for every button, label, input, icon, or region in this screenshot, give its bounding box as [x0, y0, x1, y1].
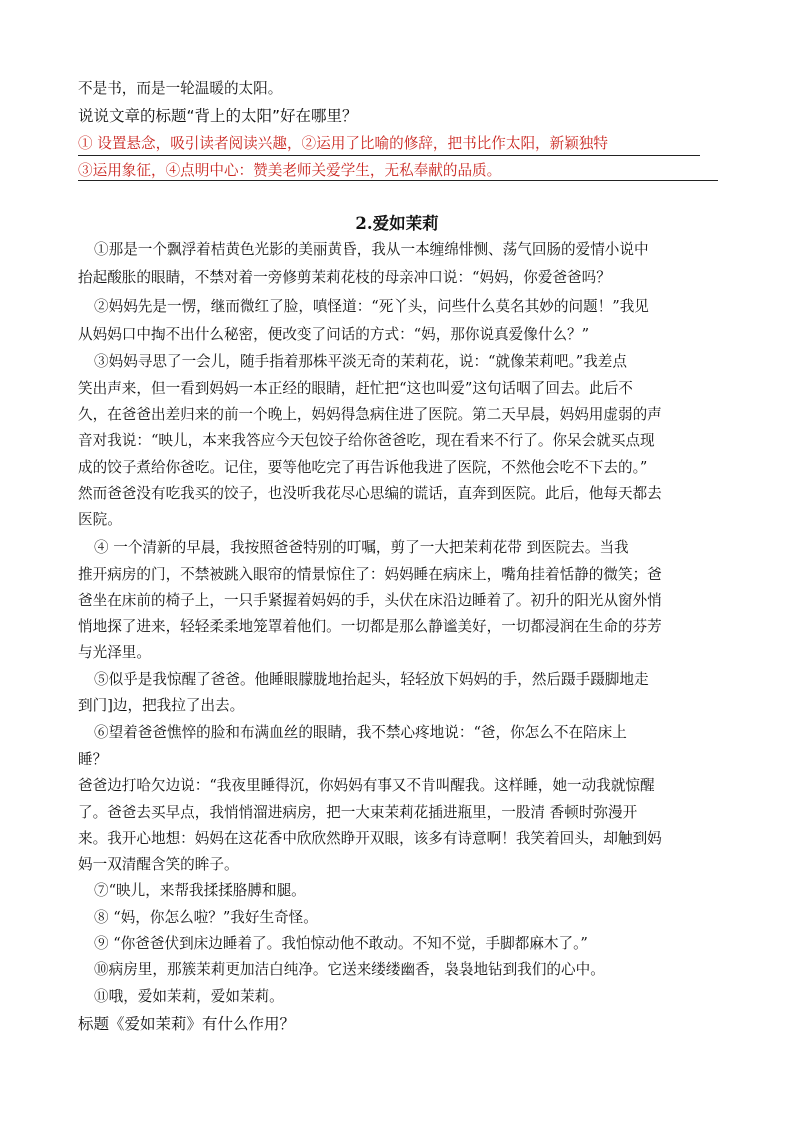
- article-line: 成的饺子煮给你爸吃。记住，要等他吃完了再告诉他我进了医院，不然他会吃不下去的。”: [78, 459, 648, 476]
- article-line: 久，在爸爸出差归来的前一个晚上，妈妈得急病住进了医院。第二天早晨，妈妈用虚弱的声: [78, 406, 662, 423]
- article-line: 笑出声来，但一看到妈妈一本正经的眼睛，赶忙把“这也叫爱”这句话咽了回去。此后不: [78, 380, 633, 397]
- article-line: 与光泽里。: [78, 644, 151, 661]
- article-line: 悄地探了进来，轻轻柔柔地笼罩着他们。一切都是那么静谧美好，一切都浸润在生命的芬芳: [78, 618, 662, 635]
- answer-line-1: ① 设置悬念，吸引读者阅读兴趣，②运用了比喻的修辞，把书比作太阳，新颖独特: [78, 135, 609, 152]
- article-line: ④ 一个清新的早晨，我按照爸爸特别的叮嘱，剪了一大把茉莉花带 到医院去。当我: [94, 539, 629, 556]
- article-line: 妈一双清醒含笑的眸子。: [78, 856, 239, 873]
- article-line: ⑨ “你爸爸伏到床边睡着了。我怕惊动他不敢动。不知不觉，手脚都麻木了。”: [94, 935, 588, 952]
- article-line: ⑩病房里，那簇茉莉更加洁白纯净。它送来缕缕幽香，袅袅地钻到我们的心中。: [94, 961, 605, 978]
- article-line: ⑪哦，爱如茉莉，爱如茉莉。: [94, 988, 284, 1005]
- answer-underline-2: [78, 180, 718, 181]
- article-line: ⑦“映儿，来帮我揉揉胳膊和腿。: [94, 882, 306, 899]
- article-line: ③妈妈寻思了一会儿，随手指着那株平淡无奇的茉莉花，说：“就像茉莉吧。”我差点: [94, 353, 627, 370]
- answer-underline-1: [78, 155, 700, 156]
- article-title: 2.爱如茉莉: [355, 214, 439, 233]
- article-line: 到门]边，把我拉了出去。: [78, 697, 245, 714]
- article-line: 了。爸爸去买早点，我悄悄溜进病房，把一大束茉莉花插进瓶里，一股清 香顿时弥漫开: [78, 804, 638, 821]
- article-line: ②妈妈先是一愣，继而微红了脸，嗔怪道：“死丫头，问些什么莫名其妙的问题！”我见: [94, 298, 649, 315]
- article-line: ⑤似乎是我惊醒了爸爸。他睡眼朦胧地抬起头，轻轻放下妈妈的手，然后蹑手蹑脚地走: [94, 671, 649, 688]
- article-line: ⑥望着爸爸憔悴的脸和布满血丝的眼睛，我不禁心疼地说：“爸，你怎么不在陪床上: [94, 724, 627, 741]
- article-line: 爸爸边打哈欠边说：“我夜里睡得沉，你妈妈有事又不肯叫醒我。这样睡，她一动我就惊醒: [78, 777, 655, 794]
- article-line: 然而爸爸没有吃我买的饺子，也没听我花尽心思编的谎话，直奔到医院。此后，他每天都去: [78, 485, 662, 502]
- article-line: 推开病房的门，不禁被跳入眼帘的情景惊住了：妈妈睡在病床上，嘴角挂着恬静的微笑；爸: [78, 566, 662, 583]
- article-line: 爸坐在床前的椅子上，一只手紧握着妈妈的手，头伏在床沿边睡着了。初升的阳光从窗外悄: [78, 592, 662, 609]
- article-line: ⑧ “妈，你怎么啦？”我好生奇怪。: [94, 909, 318, 926]
- article-line: 从妈妈口中掏不出什么秘密，便改变了问话的方式：“妈，那你说真爱像什么？”: [78, 326, 590, 343]
- article-line: 音对我说：“映儿，本来我答应今天包饺子给你爸爸吃，现在看来不行了。你呆会就买点现: [78, 432, 655, 449]
- answer-line-2: ③运用象征，④点明中心：赞美老师关爱学生，无私奉献的品质。: [78, 162, 502, 179]
- previous-question: 说说文章的标题“背上的太阳”好在哪里？: [78, 107, 358, 125]
- article-question: 标题《爱如茉莉》有什么作用？: [78, 1015, 296, 1033]
- article-line: 抬起酸胀的眼睛，不禁对着一旁修剪茉莉花枝的母亲冲口说：“妈妈，你爱爸爸吗？: [78, 269, 611, 286]
- article-line: 医院。: [78, 511, 122, 528]
- previous-passage-tail: 不是书，而是一轮温暖的太阳。: [78, 80, 283, 97]
- article-line: 来。我开心地想：妈妈在这花香中欣欣然睁开双眼，该多有诗意啊！我笑着回头，却触到妈: [78, 830, 662, 847]
- article-line: 睡？: [78, 751, 108, 768]
- article-line: ①那是一个飘浮着桔黄色光影的美丽黄昏，我从一本缠绵悱恻、荡气回肠的爱情小说中: [94, 241, 649, 258]
